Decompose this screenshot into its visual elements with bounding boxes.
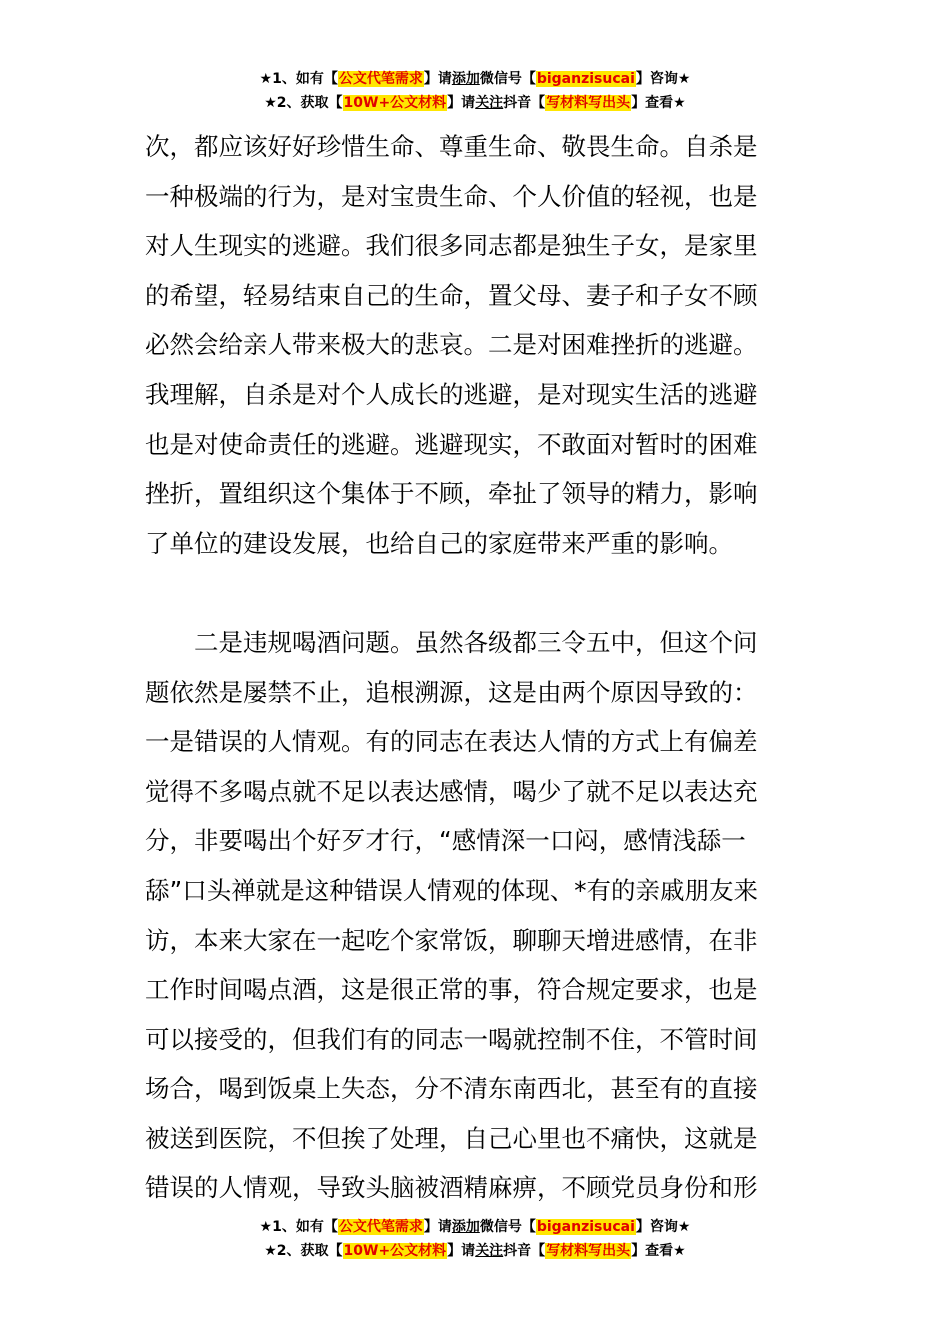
banner-text: 微信号【 xyxy=(479,71,536,87)
text-line: 挫折，置组织这个集体于不顾，牵扯了领导的精力，影响 xyxy=(145,479,758,509)
text-line: 错误的人情观，导致头脑被酒精麻痹，不顾党员身份和形 xyxy=(145,1173,758,1203)
banner-text: 】请 xyxy=(447,95,476,111)
header-banner xyxy=(0,68,950,116)
highlight-materials: 10W+公文材料 xyxy=(343,95,447,111)
text-line: 被送到医院，不但挨了处理，自己心里也不痛快，这就是 xyxy=(145,1123,758,1153)
text-line: 一是错误的人情观。有的同志在表达人情的方式上有偏差 xyxy=(145,727,758,757)
banner-line-1 xyxy=(0,68,950,92)
banner-text: 抖音【 xyxy=(503,95,546,111)
banner-text: 】咨询★ xyxy=(635,71,691,87)
text-line: 了单位的建设发展，也给自己的家庭带来严重的影响。 xyxy=(145,528,733,558)
banner-emphasis: 关注 xyxy=(475,1243,504,1259)
banner-text: 】咨询★ xyxy=(635,1219,691,1235)
banner-text: 微信号【 xyxy=(479,1219,536,1235)
banner-text: 】查看★ xyxy=(631,95,686,111)
text-line: 可以接受的，但我们有的同志一喝就控制不住，不管时间 xyxy=(145,1024,758,1054)
text-line: 次，都应该好好珍惜生命、尊重生命、敬畏生命。自杀是 xyxy=(145,132,758,161)
banner-emphasis: 关注 xyxy=(475,95,504,111)
highlight-wechat-id: biganzisucai xyxy=(536,1219,635,1235)
text-line: 必然会给亲人带来极大的悲哀。二是对困难挫折的逃避。 xyxy=(145,330,758,360)
banner-text: 】查看★ xyxy=(631,1243,686,1259)
text-line: 访，本来大家在一起吃个家常饭，聊聊天增进感情，在非 xyxy=(145,925,758,955)
banner-text: 抖音【 xyxy=(503,1243,546,1259)
text-line: 觉得不多喝点就不足以表达感情，喝少了就不足以表达充 xyxy=(145,776,758,806)
text-line: 场合，喝到饭桌上失态，分不清东南西北，甚至有的直接 xyxy=(145,1074,758,1104)
banner-text: 】请 xyxy=(423,71,452,87)
document-body xyxy=(145,122,810,1213)
text-line: 我理解，自杀是对个人成长的逃避，是对现实生活的逃避 xyxy=(145,379,758,409)
banner-line-1 xyxy=(0,1216,950,1240)
text-line: 的希望，轻易结束自己的生命，置父母、妻子和子女不顾 xyxy=(145,280,758,310)
highlight-materials: 10W+公文材料 xyxy=(343,1243,447,1259)
banner-text: ★2、获取【 xyxy=(264,95,343,111)
banner-text: ★1、如有【 xyxy=(259,71,338,87)
banner-emphasis: 添加 xyxy=(451,1219,480,1235)
text-line: 工作时间喝点酒，这是很正常的事，符合规定要求，也是 xyxy=(145,975,758,1005)
text-line: 分，非要喝出个好歹才行，“感情深一口闷，感情浅舔一 xyxy=(145,826,746,856)
banner-text: ★2、获取【 xyxy=(264,1243,343,1259)
banner-text: 】请 xyxy=(447,1243,476,1259)
footer-banner xyxy=(0,1216,950,1264)
banner-line-2 xyxy=(0,1240,950,1264)
paragraph-1 xyxy=(145,122,810,568)
banner-emphasis: 添加 xyxy=(451,71,480,87)
text-line: 对人生现实的逃避。我们很多同志都是独生子女，是家里 xyxy=(145,231,758,261)
text-line: 二是违规喝酒问题。虽然各级都三令五中，但这个问 xyxy=(145,627,758,657)
highlight-wechat-id: biganzisucai xyxy=(536,71,635,87)
text-line: 题依然是屡禁不止，追根溯源，这是由两个原因导致的： xyxy=(145,677,758,707)
banner-text: 】请 xyxy=(423,1219,452,1235)
paragraph-2 xyxy=(145,618,810,1213)
highlight-service: 公文代笔需求 xyxy=(338,71,423,87)
banner-text: ★1、如有【 xyxy=(259,1219,338,1235)
text-line: 舔”口头禅就是这种错误人情观的体现、*有的亲戚朋友来 xyxy=(145,875,758,905)
banner-line-2 xyxy=(0,92,950,116)
text-line: 也是对使命责任的逃避。逃避现实，不敢面对暂时的困难 xyxy=(145,429,758,459)
highlight-douyin-account: 写材料写出头 xyxy=(546,95,631,111)
paragraph-gap xyxy=(145,568,810,618)
text-line: 一种极端的行为，是对宝贵生命、个人价值的轻视，也是 xyxy=(145,181,758,211)
highlight-service: 公文代笔需求 xyxy=(338,1219,423,1235)
highlight-douyin-account: 写材料写出头 xyxy=(546,1243,631,1259)
